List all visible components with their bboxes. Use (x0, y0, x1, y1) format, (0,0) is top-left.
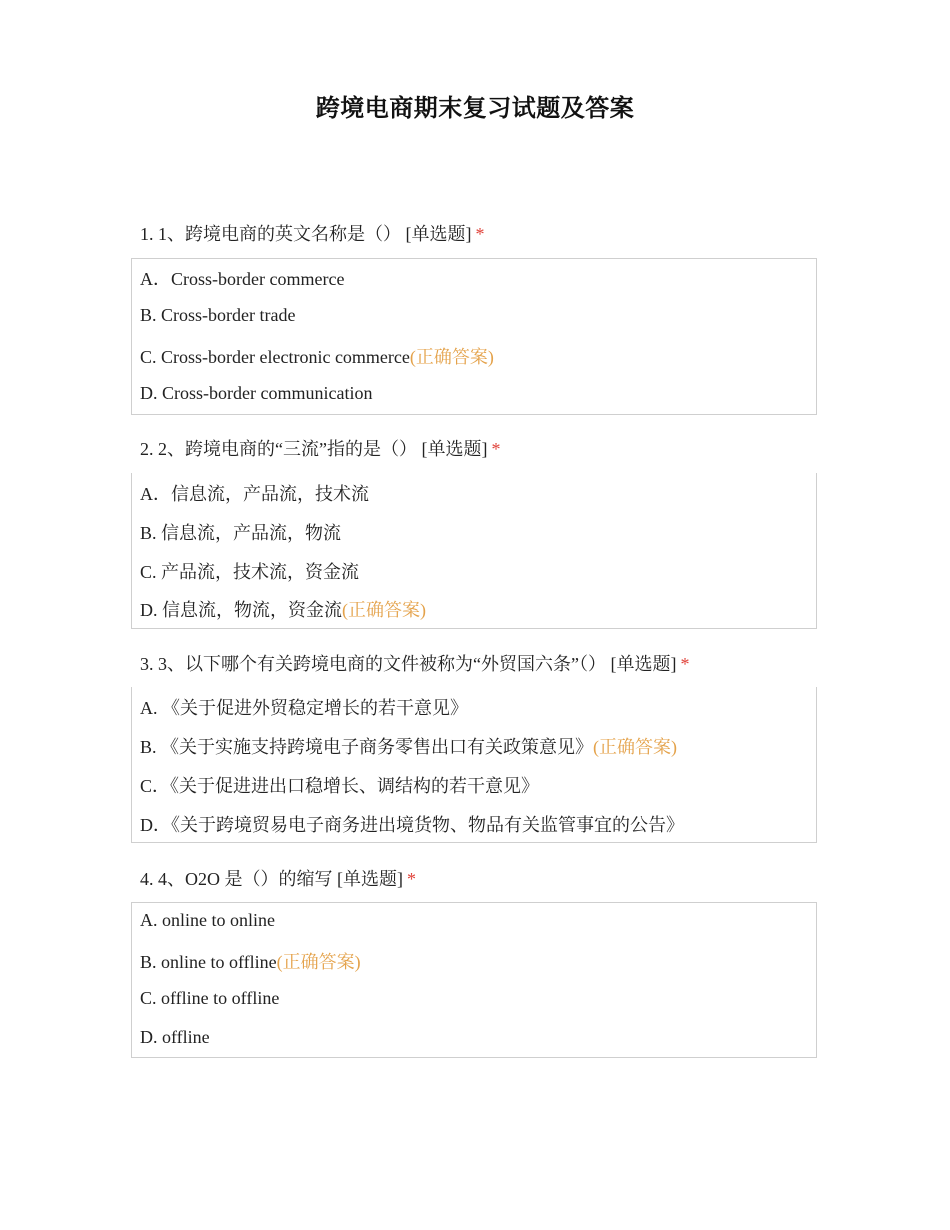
question-3-label: 3. 3、以下哪个有关跨境电商的文件被称为“外贸国六条”（） [单选题] (140, 654, 677, 674)
question-2-text (140, 435, 500, 461)
option-label: B. Cross-border trade (140, 305, 296, 325)
correct-answer-tag: (正确答案) (409, 347, 494, 367)
option-label: C. Cross-border electronic commerce (140, 347, 410, 367)
question-3-option-b[interactable] (140, 733, 677, 759)
option-label: A．信息流，产品流，技术流 (140, 484, 369, 504)
question-1-label: 1. 1、跨境电商的英文名称是（） [单选题] (140, 224, 472, 244)
question-1-text (140, 220, 485, 246)
question-4-option-c[interactable] (140, 988, 279, 1009)
question-2-label: 2. 2、跨境电商的“三流”指的是（） [单选题] (140, 439, 488, 459)
option-label: B. 《关于实施支持跨境电子商务零售出口有关政策意见》 (140, 737, 594, 757)
question-4-option-a[interactable] (140, 910, 275, 931)
required-mark: * (407, 869, 416, 889)
required-mark: * (475, 224, 485, 244)
question-4-text (140, 865, 416, 891)
option-label: A. 《关于促进外贸稳定增长的若干意见》 (140, 698, 468, 718)
option-label: C. offline to offline (140, 988, 280, 1008)
option-label: C. 产品流，技术流，资金流 (140, 562, 360, 582)
question-3-option-d[interactable] (140, 811, 684, 837)
correct-answer-tag: (正确答案) (593, 737, 678, 757)
question-3-option-c[interactable] (140, 772, 539, 798)
option-label: A．Cross-border commerce (140, 269, 345, 289)
page-title: 跨境电商期末复习试题及答案 (315, 94, 635, 122)
question-4-option-d[interactable] (140, 1027, 210, 1048)
option-label: B. 信息流，产品流，物流 (140, 523, 342, 543)
option-label: D. offline (140, 1027, 210, 1047)
question-2-option-c[interactable] (140, 558, 359, 584)
question-1-option-c[interactable] (140, 343, 494, 369)
option-label: C．《关于促进进出口稳增长、调结构的若干意见》 (140, 776, 540, 796)
question-1-option-b[interactable] (140, 305, 295, 326)
question-3-option-a[interactable] (140, 694, 468, 720)
question-2-option-a[interactable] (140, 480, 369, 506)
option-label: D. Cross-border communication (140, 383, 373, 403)
question-2-option-b[interactable] (140, 519, 341, 545)
question-4-option-b[interactable] (140, 948, 361, 974)
option-label: A. online to online (140, 910, 275, 930)
correct-answer-tag: (正确答案) (276, 952, 361, 972)
question-2-option-d[interactable] (140, 596, 426, 622)
option-label: D. 信息流，物流，资金流 (140, 600, 342, 620)
required-mark: * (491, 439, 501, 459)
required-mark: * (680, 654, 690, 674)
question-1-option-a[interactable] (140, 265, 344, 291)
question-4-label: 4. 4、O2O 是（）的缩写 [单选题] (140, 869, 403, 889)
correct-answer-tag: (正确答案) (342, 600, 426, 620)
option-label: D．《关于跨境贸易电子商务进出境货物、物品有关监管事宜的公告》 (140, 815, 684, 835)
question-3-text (140, 650, 689, 676)
question-1-option-d[interactable] (140, 383, 372, 404)
option-label: B. online to offline (140, 952, 277, 972)
